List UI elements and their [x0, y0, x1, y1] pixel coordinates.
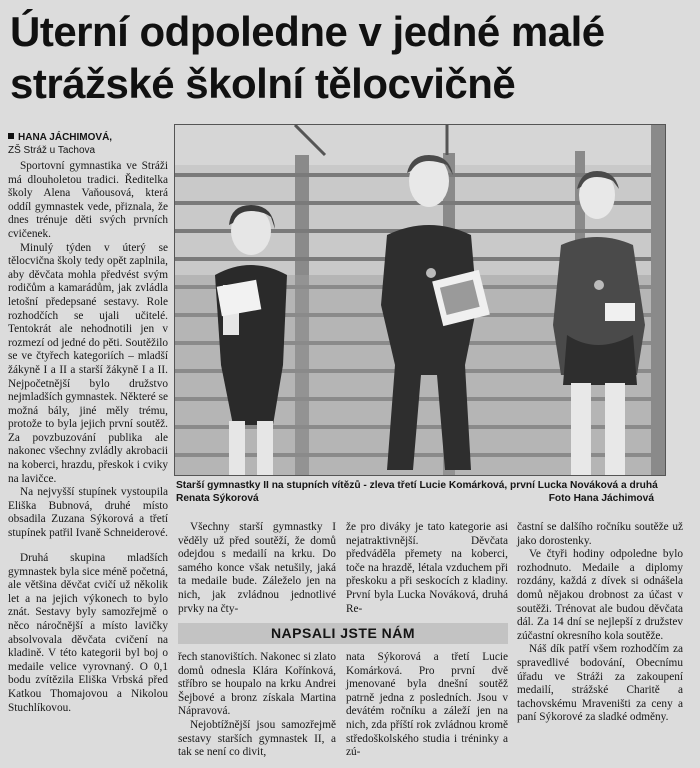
paragraph: Na nejvyšší stupínek vystoupila Eliška Bubnová, druhé místo obsadila Zuzana Sýkorová a třetí stupínek patřil Ivaně Schneiderové. — [8, 486, 168, 540]
paragraph: řech stanovištích. Nakonec si zlato domů odnesla Klára Kořínková, stříbro se houpalo na krku Andrei Šejbové a bronz získala Martina Nápravová. — [178, 651, 336, 718]
paragraph: Minulý týden v úterý se tělocvična školy tedy opět zaplnila, aby děvčata mohla předvést svým rodičům a kamarádům, jak zvládla letošní předepsané sestavy. Role rozhodčích se ujali učitelé. Tentokrát ale nehodnotili jen v rozmezí od jedné do pěti. Soutěžilo se ve čtyřech kategoriích – mladší žákyně I a II a starší žákyně I a II. Nejpočetnější bylo družstvo nejmladších gymnastek. Některé se možná bály, jiné měly trému, protože to byla jejich první soutěž. Za povzbuzování publika ale nakonec všechny zvládly akrobacii na koberci, hrazdu, přeskok i cviky na lavičce. — [8, 241, 168, 485]
paragraph: Ve čtyři hodiny odpoledne bylo rozhodnuto. Medaile a diplomy rozdány, každá z dívek si odnášela domů nějakou drobnost za účast v soutěži. Trénovat ale budou děvčata dál. Za 14 dní se nejlepší z družstev zúčastní okresního kola soutěže. — [517, 548, 683, 642]
column-2-top — [178, 521, 336, 616]
column-3-top — [346, 521, 508, 616]
byline — [8, 131, 168, 157]
section-label: NAPSALI JSTE NÁM — [178, 623, 508, 644]
paragraph: nata Sýkorová a třetí Lucie Komárková. Pro první dvě jmenované byla dnešní soutěž patrně jedna z posledních. Jsou v devátém ročníku a záleží jen na nich, zda příští rok zvládnou kromě středoškolského studia i tréninky a zú- — [346, 651, 508, 759]
paragraph: že pro diváky je tato kategorie asi nejatraktivnější. Děvčata předváděla přemety na koberci, toče na hrazdě, létala vzduchem při přeskoku a při seskocích z kladiny. První byla Lucka Nováková, druhá Re- — [346, 521, 508, 615]
paragraph: Sportovní gymnastika ve Stráži má dlouholetou tradici. Ředitelka školy Alena Vaňousová, která oddíl gymnastek vede, přiznala, že dnes trénuje děti svých prvních cvičenek. — [8, 160, 168, 240]
byline-square-icon — [8, 133, 14, 139]
paragraph: Druhá skupina mladších gymnastek byla sice méně početná, ale většina děvčat cvičí už několik let a na jejich výkonech to bylo znát. Sestavy byly samozřejmě o něco náročnější a místo lavičky absolvovala děvčata cvičení na kladině. V této kategorii byl boj o medaile velice vyrovnaný. O 0,1 bodu zvítězila Eliška Vrbská před Katkou Thomajovou a Nikolou Stuchlíkovou. — [8, 552, 168, 714]
paragraph: Všechny starší gymnastky I věděly už před soutěží, že domů odejdou s medailí na krku. Do samého konce však netušily, jaká ta medaile bude. Záleželo jen na nich, jak zvládnou jednotlivé prvky na čty- — [178, 521, 336, 615]
photo-caption — [176, 480, 676, 505]
column-2-bottom — [178, 651, 336, 760]
gymnasts-podium-photo — [174, 124, 666, 476]
column-4 — [517, 521, 683, 725]
paragraph: častní se dalšího ročníku soutěže už jako dorostenky. — [517, 521, 683, 547]
column-3-bottom — [346, 651, 508, 760]
headline: Úterní odpoledne v jedné malé strážské školní tělocvičně — [10, 8, 605, 107]
paragraph: Nejobtížnější jsou samozřejmě sestavy starších gymnastek II, a tak se není co divit, — [178, 718, 336, 759]
author-name: HANA JÁCHIMOVÁ, — [18, 132, 113, 143]
column-1-top — [8, 160, 168, 541]
paragraph: Náš dík patří všem rozhodčím za spravedlivé bodování, Obecnímu úřadu ve Stráži za zakoupení medailí, strážské Charitě a tachovskému Mraveništi za ceny a paní Sýkorové za sladké odměny. — [517, 643, 683, 724]
author-affiliation: ZŠ Stráž u Tachova — [8, 145, 96, 156]
photo-credit: Foto Hana Jáchimová — [548, 492, 654, 504]
caption-text: Starší gymnastky II na stupních vítězů - zleva třetí Lucie Komárková, první Lucka Nováková a druhá — [176, 480, 658, 491]
column-1-bottom — [8, 552, 168, 715]
caption-text-continued: Renata Sýkorová — [176, 492, 259, 504]
